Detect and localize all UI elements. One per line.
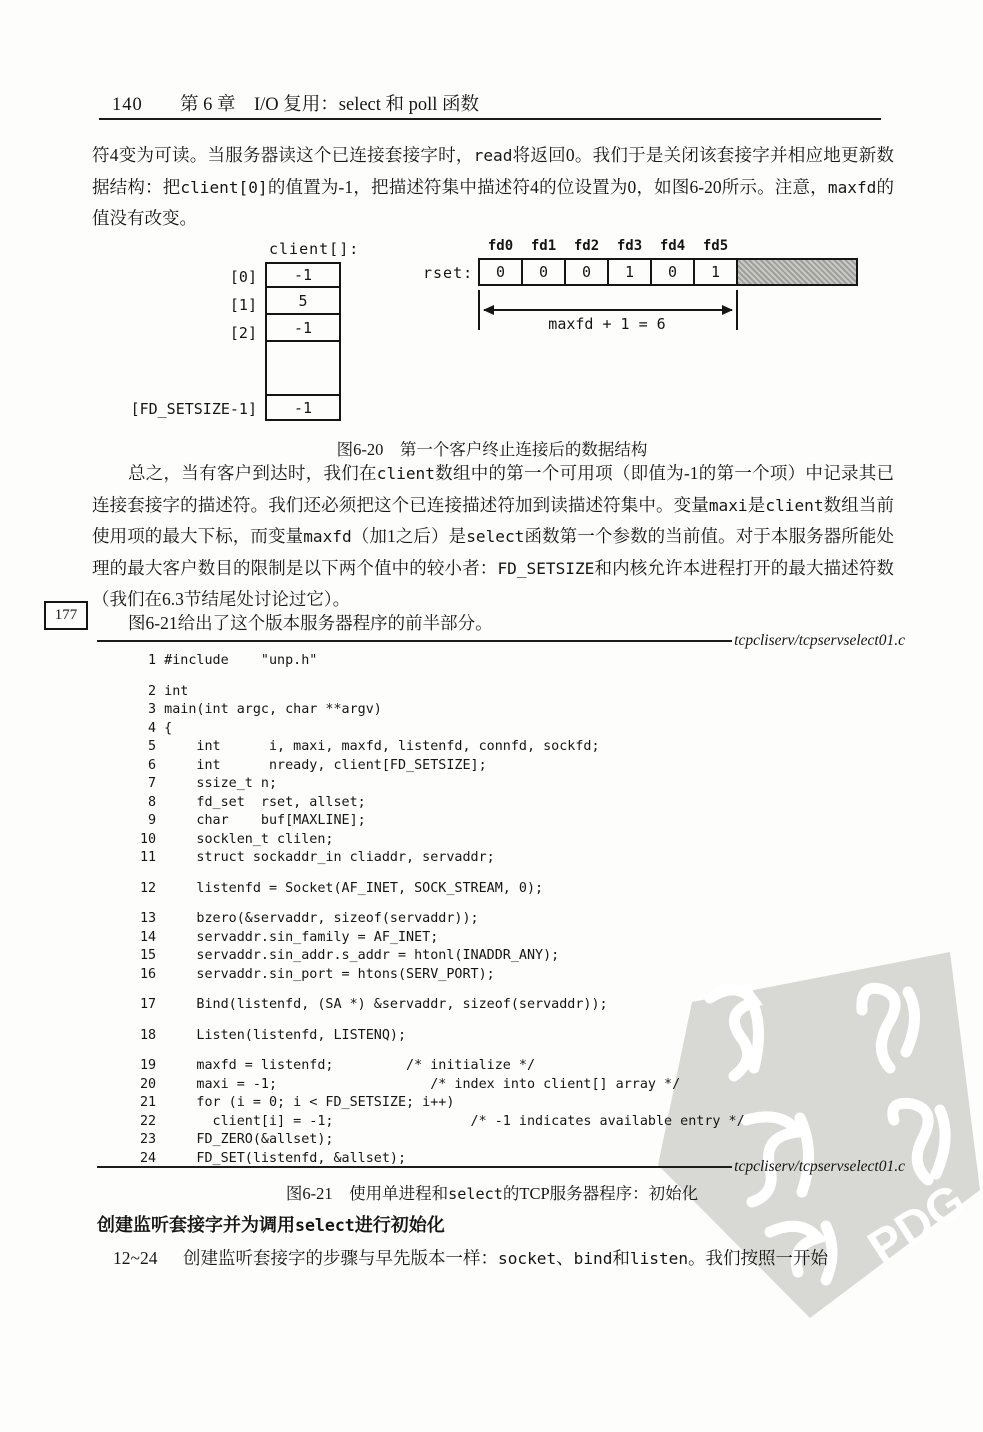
code-line: 11 struct sockaddr_in cliaddr, servaddr; bbox=[140, 850, 495, 865]
text-run: socket bbox=[498, 1249, 557, 1268]
watermark-pdg-text: PDG bbox=[859, 1174, 976, 1276]
source-file-label-bottom: tcpcliserv/tcpservselect01.c bbox=[734, 1158, 905, 1175]
text-run: 函数第一个参数的当前值。对于本服务器所能处理的最大客户数目的限制是以下两个值中的较小者： bbox=[92, 526, 895, 578]
page-number: 140 bbox=[112, 95, 143, 115]
code-line: 12 listenfd = Socket(AF_INET, SOCK_STREAM, 0); bbox=[140, 880, 544, 896]
maxfd-span-arrow bbox=[484, 309, 732, 311]
source-file-label-top: tcpcliserv/tcpservselect01.c bbox=[734, 632, 905, 649]
rset-bit: 1 bbox=[693, 258, 738, 286]
text-run: 数组中的第一个可用项（即值为-1的第一个项）中记录其已连接套接字的描述符。我们还必须把这个已连接描述符加到读描述符集中。变量 bbox=[92, 463, 895, 515]
figure-6-21-caption bbox=[97, 1180, 887, 1204]
text-run: 创建监听套接字的步骤与早先版本一样： bbox=[183, 1248, 498, 1268]
code-line bbox=[140, 898, 745, 910]
text-run: read bbox=[473, 146, 513, 165]
client-row-label-1: [1] bbox=[229, 296, 257, 314]
code-line: 18 Listen(listenfd, LISTENQ); bbox=[140, 1027, 407, 1043]
code-line: 6 int nready, client[FD_SETSIZE]; bbox=[140, 757, 487, 773]
code-line: 21 for (i = 0; i < FD_SETSIZE; i++) bbox=[140, 1095, 455, 1110]
client-array-cell bbox=[265, 262, 341, 288]
text-run: （加1之后）是 bbox=[351, 526, 467, 546]
client-row-label-0: [0] bbox=[229, 268, 257, 286]
text-run: select bbox=[295, 1216, 355, 1235]
text-run: 将返回0。我们于是关闭该套接字并相应地更新数据结构：把 bbox=[92, 145, 895, 197]
fd-label: fd3 bbox=[616, 238, 643, 254]
header-rule bbox=[99, 118, 881, 120]
text-run: 、 bbox=[556, 1248, 574, 1268]
page-header bbox=[112, 90, 892, 116]
client-array-cell bbox=[265, 286, 341, 315]
code-line: 17 Bind(listenfd, (SA *) &servaddr, sizeof(servaddr)); bbox=[140, 997, 608, 1012]
text-run: 。我们按照一开始 bbox=[688, 1248, 829, 1268]
text-run: 进行初始化 bbox=[354, 1215, 445, 1235]
code-line bbox=[140, 868, 745, 880]
rset-bit: 1 bbox=[607, 258, 652, 286]
client-array-cell-empty bbox=[265, 340, 341, 396]
text-run: 图6-21 使用单进程和 bbox=[285, 1184, 449, 1203]
client-array-cell bbox=[265, 394, 341, 421]
client-array-label: client[]: bbox=[269, 240, 360, 258]
code-line: 2 int bbox=[140, 683, 189, 699]
cell-value: -1 bbox=[293, 318, 313, 337]
listing-bottom-rule bbox=[97, 1156, 905, 1178]
text-run: 的TCP服务器程序：初始化 bbox=[502, 1184, 699, 1203]
fd-label: fd2 bbox=[573, 238, 600, 254]
code-line bbox=[140, 1015, 745, 1027]
code-line: 9 char buf[MAXLINE]; bbox=[140, 813, 366, 828]
code-line: 13 bzero(&servaddr, sizeof(servaddr)); bbox=[140, 911, 479, 926]
code-line: 10 socklen_t clilen; bbox=[140, 831, 334, 847]
text-run: select bbox=[448, 1185, 503, 1203]
rset-bit: 0 bbox=[521, 258, 566, 286]
cell-value: -1 bbox=[293, 398, 313, 417]
text-run: 的值置为-1，把描述符集中描述符4的位设置为0，如图6-20所示。注意， bbox=[267, 176, 828, 197]
line-range-body bbox=[183, 1243, 897, 1274]
text-run: 是 bbox=[747, 494, 766, 515]
fd-label: fd1 bbox=[530, 238, 557, 254]
line-range-label: 12~24 bbox=[113, 1248, 158, 1268]
line-range-paragraph bbox=[97, 1243, 897, 1274]
rset-bit: 0 bbox=[478, 258, 523, 286]
code-line: 5 int i, maxi, maxfd, listenfd, connfd, sockfd; bbox=[140, 739, 600, 754]
margin-page-ref: 177 bbox=[44, 601, 88, 630]
rule-line bbox=[97, 1166, 732, 1168]
code-line: 15 servaddr.sin_addr.s_addr = htonl(INADDR_ANY); bbox=[140, 948, 560, 963]
code-line bbox=[140, 671, 745, 683]
client-row-label-2: [2] bbox=[229, 324, 257, 342]
text-run: select bbox=[466, 527, 525, 546]
fd-label: fd0 bbox=[487, 238, 514, 254]
rset-bit: 0 bbox=[650, 258, 695, 286]
text-run: maxfd bbox=[827, 177, 877, 197]
maxfd-arrow-label: maxfd + 1 = 6 bbox=[548, 315, 666, 333]
arrow-end-tick-right bbox=[736, 290, 738, 330]
rset-bit: 0 bbox=[564, 258, 609, 286]
text-run: 总之，当有客户到达时，我们在 bbox=[128, 463, 377, 483]
section-heading bbox=[97, 1211, 887, 1237]
rset-unused-shaded-region bbox=[736, 258, 858, 286]
fd-label: fd5 bbox=[702, 238, 729, 254]
code-listing bbox=[140, 652, 745, 1168]
code-line bbox=[140, 1045, 745, 1057]
text-run: FD_SETSIZE bbox=[497, 558, 595, 578]
figure-6-20 bbox=[97, 238, 887, 436]
code-line: 4 { bbox=[140, 720, 173, 736]
code-line: 19 maxfd = listenfd; /* initialize */ bbox=[140, 1058, 536, 1073]
text-run: client bbox=[765, 495, 824, 515]
cell-value: -1 bbox=[293, 266, 313, 284]
text-run: 数组当前使用项的最大下标，而变量 bbox=[92, 494, 895, 546]
text-run: 图6-21给出了这个版本服务器程序的前半部分。 bbox=[128, 613, 493, 633]
text-run: maxi bbox=[708, 495, 748, 515]
text-run: bind bbox=[573, 1249, 613, 1268]
code-line: 16 servaddr.sin_port = htons(SERV_PORT); bbox=[140, 966, 495, 982]
rule-line bbox=[97, 640, 732, 642]
figure-6-20-caption bbox=[97, 436, 887, 460]
paragraph-2 bbox=[92, 458, 894, 615]
client-array bbox=[265, 262, 341, 421]
listing-top-rule bbox=[97, 630, 905, 652]
code-line: 22 client[i] = -1; /* -1 indicates available entry */ bbox=[140, 1113, 745, 1129]
code-line: 7 ssize_t n; bbox=[140, 776, 278, 791]
client-array-cell bbox=[265, 313, 341, 342]
code-line: 3 main(int argc, char **argv) bbox=[140, 702, 382, 717]
text-run: client[0] bbox=[180, 177, 268, 197]
code-line: 20 maxi = -1; /* index into client[] array */ bbox=[140, 1076, 681, 1092]
cell-value: 5 bbox=[298, 291, 308, 310]
text-run: 和内核允许本进程打开的最大描述符数（我们在6.3节结尾处讨论过它）。 bbox=[92, 557, 895, 609]
text-run: maxfd bbox=[303, 527, 352, 546]
arrow-end-tick-left bbox=[478, 290, 480, 330]
paragraph-1 bbox=[92, 140, 894, 234]
fd-header-row bbox=[478, 238, 738, 254]
text-run: 的值没有改变。 bbox=[92, 176, 895, 228]
text-run: 符4变为可读。当服务器读这个已连接套接字时， bbox=[92, 145, 474, 165]
text-run: listen bbox=[629, 1249, 689, 1268]
text-run: 创建监听套接字并为调用 bbox=[97, 1215, 295, 1235]
code-line: 23 FD_ZERO(&allset); bbox=[140, 1132, 334, 1147]
chapter-title: 第 6 章 I/O 复用：select 和 poll 函数 bbox=[180, 95, 480, 115]
client-row-label-last: [FD_SETSIZE-1] bbox=[130, 400, 257, 418]
rset-label: rset: bbox=[423, 264, 474, 282]
code-line: 1 #include "unp.h" bbox=[140, 653, 318, 668]
rset-bit-row bbox=[478, 258, 738, 286]
code-line: 8 fd_set rset, allset; bbox=[140, 794, 366, 810]
text-run: 和 bbox=[612, 1248, 630, 1268]
code-line: 14 servaddr.sin_family = AF_INET; bbox=[140, 929, 439, 945]
code-line: 24 FD_SET(listenfd, &allset); bbox=[140, 1150, 407, 1166]
fd-label: fd4 bbox=[659, 238, 686, 254]
text-run: client bbox=[376, 464, 435, 483]
code-line bbox=[140, 984, 745, 996]
text-run: 图6-20 第一个客户终止连接后的数据结构 bbox=[336, 440, 648, 459]
